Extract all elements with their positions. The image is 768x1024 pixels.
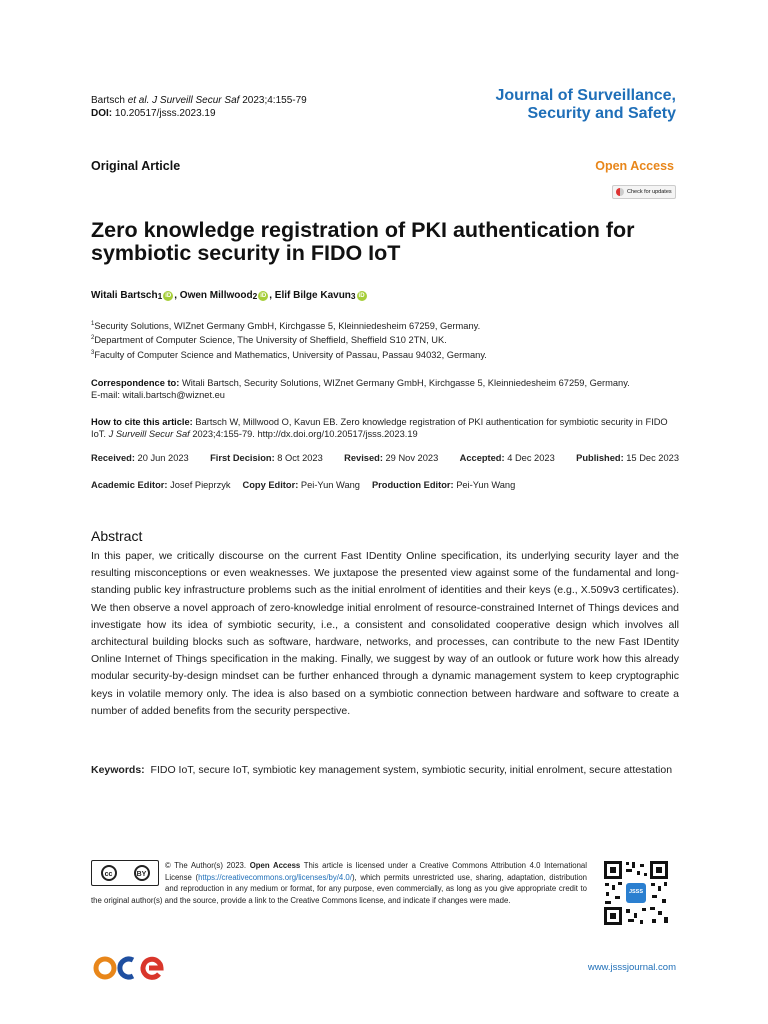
website-link[interactable]: www.jsssjournal.com xyxy=(587,962,676,973)
journal-name xyxy=(496,87,677,123)
editor-value: Pei-Yun Wang xyxy=(456,480,516,490)
date-label: Published: xyxy=(576,453,624,463)
date-label: Received: xyxy=(91,453,135,463)
affiliation-sup: 3 xyxy=(91,349,95,356)
correspondence xyxy=(91,377,679,401)
editor-label: Copy Editor: xyxy=(242,480,299,490)
affiliation-item xyxy=(91,347,487,361)
how-to-cite-text: Bartsch W, Millwood O, Kavun EB. Zero knowledge registration of PKI authentication for symbiotic security in FIDO IoT. xyxy=(91,417,668,440)
author-name: Owen Millwood xyxy=(179,290,253,301)
author-sup: 3 xyxy=(350,291,356,301)
date-item xyxy=(460,453,555,463)
journal-name-line2: Security and Safety xyxy=(527,105,676,122)
check-updates-icon xyxy=(616,188,624,196)
affiliations xyxy=(91,318,487,361)
affiliation-sup: 1 xyxy=(91,321,95,327)
license-prefix: © The Author(s) 2023. xyxy=(165,861,247,870)
author-sup: 2 xyxy=(252,291,258,301)
editor-item xyxy=(91,480,231,490)
author-sup: 1 xyxy=(157,291,163,301)
citation-etal: et al. xyxy=(127,95,150,106)
qr-center-label: JSSS xyxy=(628,889,644,895)
abstract-text: In this paper, we critically discourse on the current Fast IDentity Online specification, its underlying security layer and the resulting misconceptions or even weaknesses. We juxtapose the presented view against some of the fundamental and long-standing public key infrastructure problems such as the initial enrolment of identities and their keys (e.g., X.509v3 certificates). We then observe a novel approach of zero-knowledge initial enrolment of resource-constrained Internet of Things devices and investigate how its idea of symbiotic security, i.e., a consistent and consolidated cooperative design which involves all architectural building blocks such as software, hardware, networks, and processes, can contribute to the new Fast IDentity Online Internet of Things specification in the making. Finally, we suggest by way of an outlook or future work how this already modular security-by-design mindset can be further enhanced through a dynamic management system to keep cryptographic keys in volatile memory only. The idea is also based on a symbiotic connection between hardware and software to create a number of added benefits from the security perspective. xyxy=(91,550,679,717)
abstract-heading: Abstract xyxy=(91,528,143,544)
date-item xyxy=(344,453,438,463)
article-type: Original Article xyxy=(91,159,181,173)
keywords-label: Keywords: xyxy=(91,764,145,776)
doi-value[interactable]: 10.20517/jsss.2023.19 xyxy=(114,108,216,119)
date-label: Revised: xyxy=(344,453,383,463)
citation-author: Bartsch xyxy=(91,95,125,106)
license-notice xyxy=(91,860,587,906)
journal-name-line1: Journal of Surveillance, xyxy=(495,87,676,104)
license-open-access: Open Access xyxy=(249,861,301,870)
orcid-icon[interactable]: iD xyxy=(358,293,365,299)
author-sep: , xyxy=(174,290,178,301)
date-item xyxy=(210,453,323,463)
affiliation-text: Security Solutions, WIZnet Germany GmbH, Kirchgasse 5, Kleinniedesheim 67259, Germany. xyxy=(94,321,481,332)
how-to-cite-journal: J Surveill Secur Saf xyxy=(108,429,190,440)
cc-icon: cc xyxy=(101,865,117,881)
by-icon: BY xyxy=(134,865,150,881)
date-value: 20 Jun 2023 xyxy=(137,453,189,463)
editor-item xyxy=(243,480,360,490)
oae-logo-icon xyxy=(93,952,165,982)
article-dates xyxy=(91,453,679,463)
license-text-2: ), which permits unrestricted use, sharing, adaptation, distribution and reproduction in any medium or format, for any purpose, even commercially, as long as you give appropriate credit to the original author(s) and the source, provide a link to the Creative Commons license, and indicate if changes were made. xyxy=(91,872,587,905)
citation-volume: 2023;4:155-79 xyxy=(242,95,307,106)
date-value: 4 Dec 2023 xyxy=(507,453,555,463)
affiliation-item xyxy=(91,332,487,346)
cc-by-badge-icon[interactable] xyxy=(91,860,159,886)
how-to-cite xyxy=(91,416,679,440)
author-name: Witali Bartsch xyxy=(91,290,158,301)
correspondence-email[interactable]: E-mail: witali.bartsch@wiznet.eu xyxy=(91,390,225,401)
date-value: 8 Oct 2023 xyxy=(277,453,323,463)
editor-value: Pei-Yun Wang xyxy=(300,480,360,490)
check-updates-button[interactable] xyxy=(612,185,676,199)
date-item xyxy=(576,453,679,463)
affiliation-item xyxy=(91,318,487,332)
how-to-cite-tail: 2023;4:155-79. http://dx.doi.org/10.20517/jsss.2023.19 xyxy=(192,429,418,440)
author-sep: , xyxy=(269,290,272,301)
editors xyxy=(91,480,515,490)
keywords xyxy=(91,762,679,779)
author-list xyxy=(91,290,368,302)
date-value: 29 Nov 2023 xyxy=(385,453,439,463)
check-updates-label: Check for updates xyxy=(627,189,672,195)
date-label: Accepted: xyxy=(459,453,505,463)
correspondence-label: Correspondence to: xyxy=(91,378,180,388)
license-link[interactable]: https://creativecommons.org/licenses/by/4.0/ xyxy=(198,872,352,882)
date-value: 15 Dec 2023 xyxy=(626,453,679,463)
citation-journal: J Surveill Secur Saf xyxy=(152,95,240,106)
affiliation-sup: 2 xyxy=(91,335,95,342)
affiliation-text: Faculty of Computer Science and Mathematics, University of Passau, Passau 94032, Germany. xyxy=(94,349,487,360)
paper-title: Zero knowledge registration of PKI authentication for symbiotic security in FIDO IoT xyxy=(91,218,635,265)
date-label: First Decision: xyxy=(210,453,275,463)
doi-label: DOI: xyxy=(91,108,113,119)
affiliation-text: Department of Computer Science, The University of Sheffield, Sheffield S10 2TN, UK. xyxy=(94,335,447,346)
editor-label: Academic Editor: xyxy=(91,480,168,490)
orcid-icon[interactable]: iD xyxy=(260,293,267,299)
open-access-label: Open Access xyxy=(595,159,674,173)
editor-label: Production Editor: xyxy=(371,480,454,490)
license-text-1: This article is licensed under a Creative Commons Attribution 4.0 International License ( xyxy=(165,861,587,882)
editor-item xyxy=(372,480,515,490)
keywords-text: FIDO IoT, secure IoT, symbiotic key management system, symbiotic security, initial enrolment, secure attestation xyxy=(150,764,673,776)
orcid-icon[interactable]: iD xyxy=(165,293,172,299)
author-name: Elif Bilge Kavun xyxy=(274,290,351,301)
how-to-cite-label: How to cite this article: xyxy=(91,417,193,427)
correspondence-text: Witali Bartsch, Security Solutions, WIZnet Germany GmbH, Kirchgasse 5, Kleinniedesheim 67259, Germany. xyxy=(181,378,630,388)
date-item xyxy=(91,453,189,463)
editor-value: Josef Pieprzyk xyxy=(170,480,231,490)
citation-header xyxy=(91,94,307,120)
